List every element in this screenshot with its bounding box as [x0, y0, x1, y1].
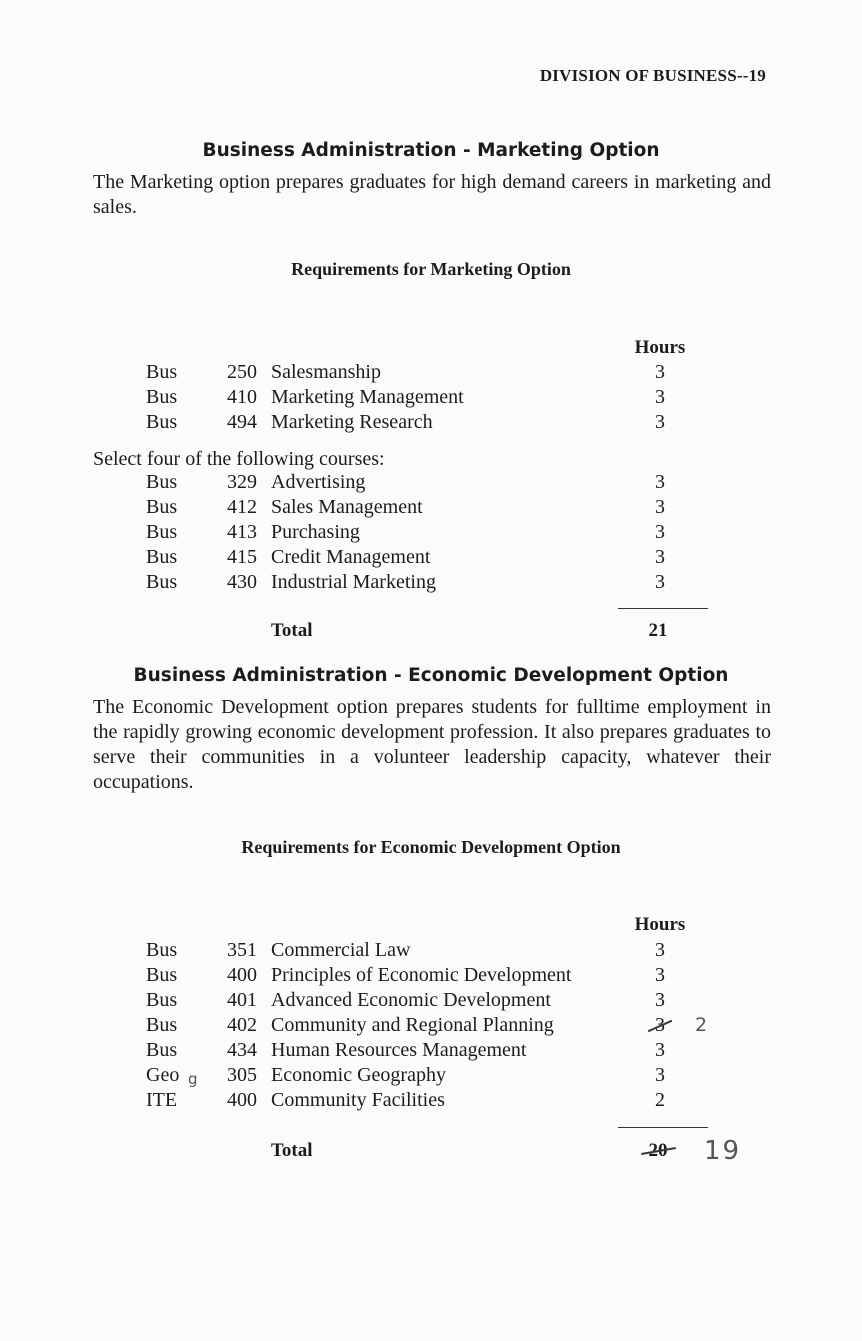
running-head: DIVISION OF BUSINESS--19: [539, 66, 766, 85]
course-dept: Bus: [146, 989, 178, 1011]
course-hours: 3: [655, 361, 665, 383]
course-dept: Bus: [146, 496, 178, 518]
course-number: 351: [227, 939, 257, 961]
marketing-description: The Marketing option prepares graduates for high demand careers in marketing and sales.: [93, 171, 771, 218]
econdev-course-list: [0, 938, 862, 1113]
course-number: 494: [227, 411, 257, 433]
course-row: [0, 360, 862, 385]
course-name: Salesmanship: [271, 361, 381, 383]
course-number: 400: [227, 964, 257, 986]
course-dept: Bus: [146, 411, 178, 433]
course-hours: 3: [655, 546, 665, 568]
course-dept: ITE: [146, 1089, 178, 1111]
course-row: [0, 520, 862, 545]
course-name: Human Resources Management: [271, 1039, 527, 1061]
course-name: Advanced Economic Development: [271, 989, 551, 1011]
course-dept: Bus: [146, 939, 178, 961]
course-number: 412: [227, 496, 257, 518]
course-hours: 3: [655, 989, 665, 1011]
course-dept: Bus: [146, 546, 178, 568]
course-hours: 3: [655, 411, 665, 433]
handwritten-total-correction: 19: [704, 1136, 742, 1166]
course-name: Community and Regional Planning: [271, 1014, 554, 1036]
marketing-total-label: Total: [271, 620, 313, 641]
course-number: 402: [227, 1014, 257, 1036]
marketing-total-hours: 21: [648, 620, 668, 641]
course-hours: 2: [655, 1089, 665, 1111]
course-dept: Bus: [146, 386, 178, 408]
course-number: 305: [227, 1064, 257, 1086]
course-hours: 3: [655, 496, 665, 518]
total-divider: [618, 1127, 708, 1128]
marketing-required-list: [0, 360, 862, 435]
course-row: [0, 495, 862, 520]
total-divider: [618, 608, 708, 609]
course-number: 415: [227, 546, 257, 568]
course-hours: [620, 1013, 700, 1038]
course-row: [0, 570, 862, 595]
course-dept: Bus: [146, 361, 178, 383]
marketing-title: Business Administration - Marketing Option: [202, 140, 660, 161]
econdev-total-hours: [618, 1140, 698, 1162]
course-number: 400: [227, 1089, 257, 1111]
course-row: [0, 385, 862, 410]
course-name: Marketing Research: [271, 411, 433, 433]
course-dept: Bus: [146, 571, 178, 593]
course-hours: 3: [655, 1039, 665, 1061]
course-number: 401: [227, 989, 257, 1011]
struck-total: 20: [648, 1140, 668, 1161]
course-hours: 3: [655, 964, 665, 986]
course-hours: 3: [655, 386, 665, 408]
course-row: [0, 1063, 862, 1088]
course-name: Sales Management: [271, 496, 423, 518]
handwritten-hours-correction: 2: [695, 1014, 708, 1036]
course-hours: 3: [655, 571, 665, 593]
marketing-hours-header: Hours: [634, 337, 686, 358]
course-number: 329: [227, 471, 257, 493]
course-row: [0, 1013, 862, 1038]
course-row: [0, 410, 862, 435]
course-hours: 3: [655, 471, 665, 493]
course-name: Marketing Management: [271, 386, 464, 408]
marketing-elective-list: [0, 470, 862, 595]
course-row: [0, 988, 862, 1013]
course-name: Purchasing: [271, 521, 360, 543]
econdev-hours-header: Hours: [634, 914, 686, 935]
course-dept: Geo: [146, 1064, 180, 1086]
course-row: [0, 470, 862, 495]
course-name: Industrial Marketing: [271, 571, 436, 593]
handwritten-dept-note: g: [188, 1070, 198, 1088]
course-dept: Bus: [146, 471, 178, 493]
course-name: Commercial Law: [271, 939, 411, 961]
econdev-description: The Economic Development option prepares students for fulltime employment in the rapidly growing economic development profession. It also prepares graduates to serve their communities in a volunteer leadership capacity, whatever their occupations.: [93, 696, 771, 793]
select-four-label: Select four of the following courses:: [93, 448, 385, 470]
course-name: Economic Geography: [271, 1064, 446, 1086]
econdev-total-label: Total: [271, 1140, 313, 1161]
course-row: [0, 938, 862, 963]
course-dept: Bus: [146, 1039, 178, 1061]
course-hours: 3: [655, 939, 665, 961]
course-row: [0, 963, 862, 988]
course-number: 413: [227, 521, 257, 543]
course-dept: Bus: [146, 1014, 178, 1036]
course-row: [0, 545, 862, 570]
course-row: [0, 1038, 862, 1063]
marketing-requirements-title: Requirements for Marketing Option: [291, 259, 571, 279]
econdev-requirements-title: Requirements for Economic Development Option: [241, 837, 621, 857]
course-number: 430: [227, 571, 257, 593]
econdev-title: Business Administration - Economic Development Option: [133, 665, 729, 686]
course-name: Credit Management: [271, 546, 431, 568]
course-name: Principles of Economic Development: [271, 964, 572, 986]
course-number: 434: [227, 1039, 257, 1061]
struck-hours: 3: [655, 1014, 665, 1036]
course-number: 250: [227, 361, 257, 383]
course-dept: Bus: [146, 964, 178, 986]
course-number: 410: [227, 386, 257, 408]
course-hours: 3: [655, 1064, 665, 1086]
course-name: Community Facilities: [271, 1089, 445, 1111]
course-hours: 3: [655, 521, 665, 543]
course-dept: Bus: [146, 521, 178, 543]
course-row: [0, 1088, 862, 1113]
course-name: Advertising: [271, 471, 366, 493]
